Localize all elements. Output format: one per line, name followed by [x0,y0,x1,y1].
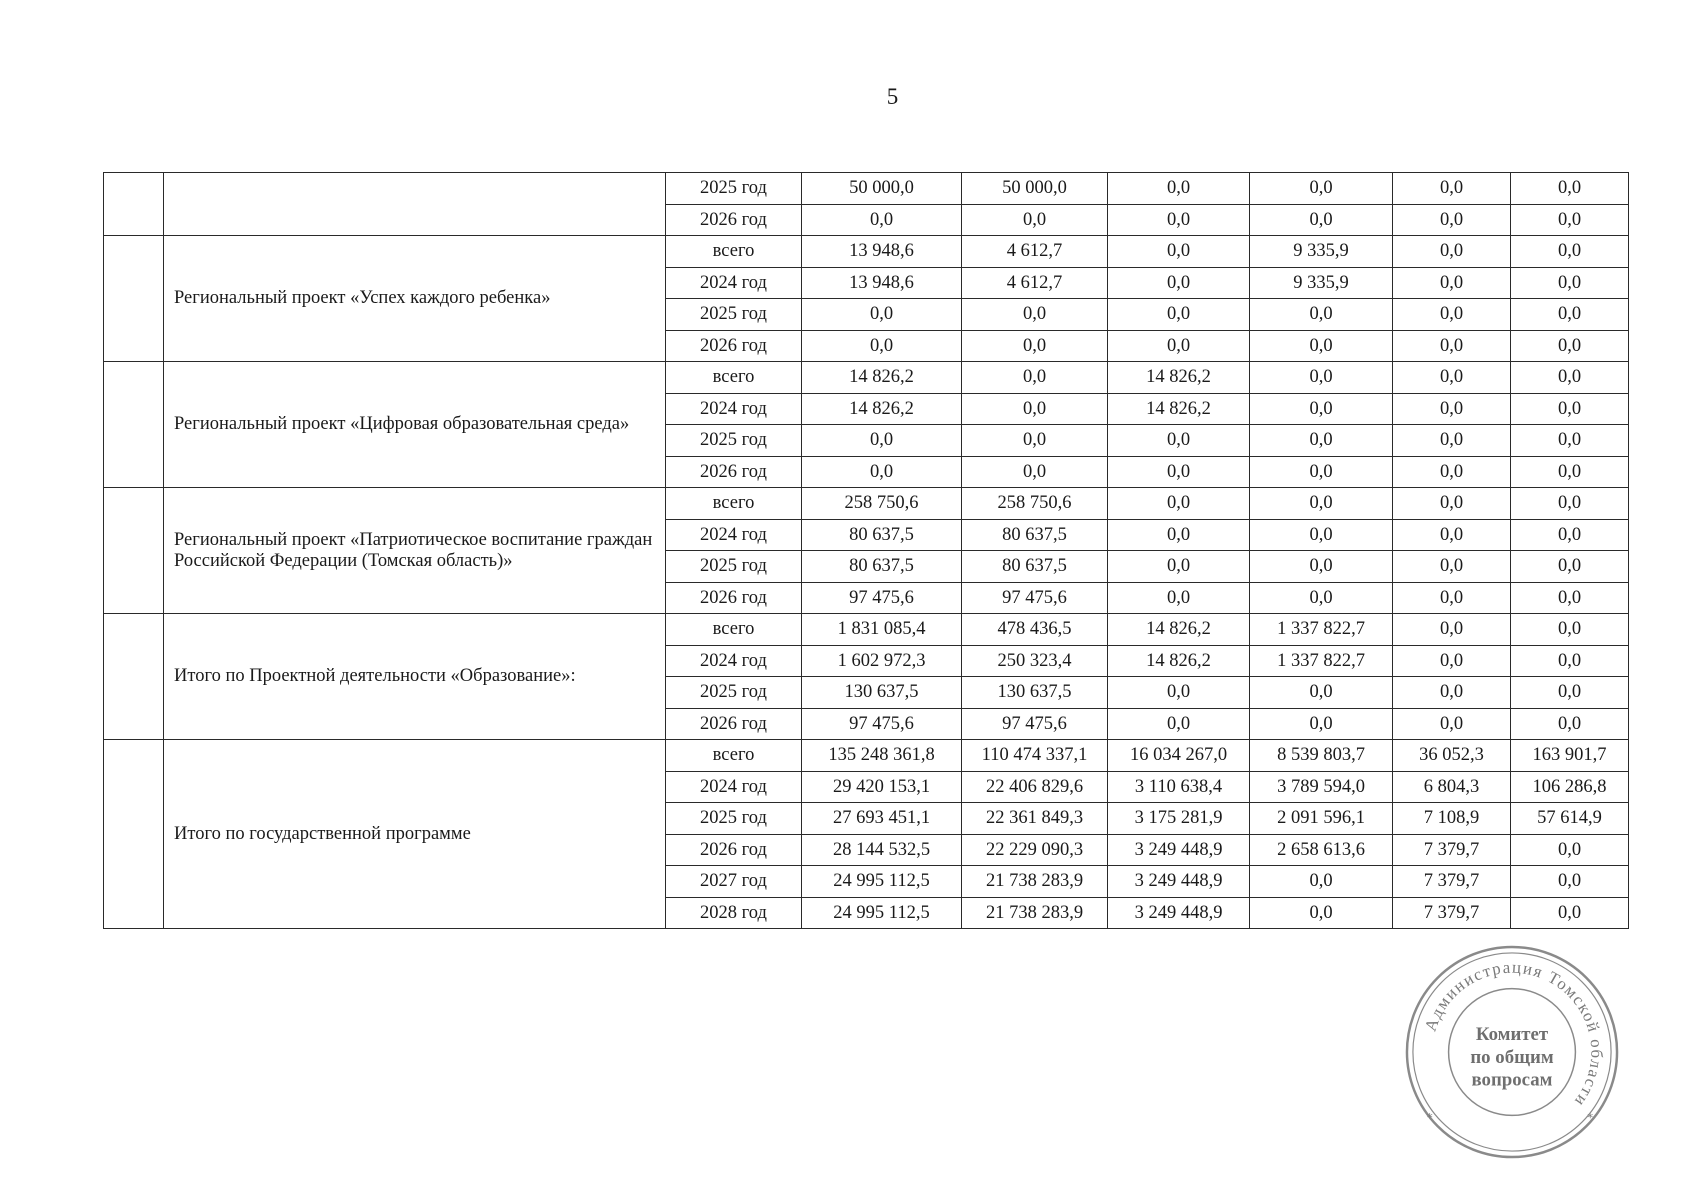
value-cell: 0,0 [1393,645,1511,677]
value-cell: 0,0 [1511,456,1629,488]
value-cell: 0,0 [1511,488,1629,520]
value-cell: 14 826,2 [802,362,962,394]
period-cell: 2024 год [666,393,802,425]
value-cell: 50 000,0 [962,173,1108,205]
value-cell: 3 789 594,0 [1250,771,1393,803]
row-number-cell [104,362,164,488]
value-cell: 0,0 [1250,582,1393,614]
value-cell: 3 249 448,9 [1108,834,1250,866]
value-cell: 16 034 267,0 [1108,740,1250,772]
value-cell: 24 995 112,5 [802,897,962,929]
value-cell: 130 637,5 [802,677,962,709]
period-cell: всего [666,740,802,772]
table-row [104,236,1629,268]
period-cell: 2026 год [666,330,802,362]
value-cell: 13 948,6 [802,236,962,268]
value-cell: 0,0 [1393,582,1511,614]
page-number: 5 [886,84,899,109]
value-cell: 0,0 [962,204,1108,236]
value-cell: 0,0 [1393,362,1511,394]
value-cell: 0,0 [1393,456,1511,488]
value-cell: 0,0 [1393,173,1511,205]
value-cell: 2 091 596,1 [1250,803,1393,835]
row-number-cell [104,236,164,362]
value-cell: 0,0 [962,330,1108,362]
value-cell: 0,0 [1393,425,1511,457]
value-cell: 0,0 [1511,267,1629,299]
period-cell: 2025 год [666,299,802,331]
program-name-cell: Итого по Проектной деятельности «Образование»: [164,614,666,740]
table-row [104,362,1629,394]
value-cell: 7 379,7 [1393,866,1511,898]
value-cell: 8 539 803,7 [1250,740,1393,772]
value-cell: 0,0 [1250,299,1393,331]
value-cell: 3 249 448,9 [1108,897,1250,929]
value-cell: 0,0 [1108,551,1250,583]
svg-text:*: * [1587,1110,1594,1125]
value-cell: 0,0 [1250,456,1393,488]
value-cell: 0,0 [802,425,962,457]
value-cell: 0,0 [1511,204,1629,236]
row-number-cell [104,614,164,740]
value-cell: 0,0 [1250,897,1393,929]
value-cell: 0,0 [1393,236,1511,268]
svg-text:*: * [1426,1110,1433,1125]
value-cell: 28 144 532,5 [802,834,962,866]
value-cell: 0,0 [1393,299,1511,331]
value-cell: 0,0 [1250,677,1393,709]
value-cell: 0,0 [1511,425,1629,457]
value-cell: 1 602 972,3 [802,645,962,677]
value-cell: 1 337 822,7 [1250,645,1393,677]
value-cell: 0,0 [1511,362,1629,394]
value-cell: 478 436,5 [962,614,1108,646]
value-cell: 80 637,5 [962,519,1108,551]
value-cell: 0,0 [1250,330,1393,362]
value-cell: 258 750,6 [962,488,1108,520]
program-name-cell: Региональный проект «Цифровая образовательная среда» [164,362,666,488]
value-cell: 0,0 [1393,267,1511,299]
seal-line-2: по общим [1470,1046,1554,1068]
value-cell: 97 475,6 [962,582,1108,614]
program-name-cell: Региональный проект «Успех каждого ребенка» [164,236,666,362]
value-cell: 14 826,2 [1108,362,1250,394]
value-cell: 0,0 [1108,204,1250,236]
value-cell: 80 637,5 [802,519,962,551]
value-cell: 57 614,9 [1511,803,1629,835]
period-cell: всего [666,488,802,520]
value-cell: 0,0 [1250,519,1393,551]
value-cell: 0,0 [1393,488,1511,520]
value-cell: 22 406 829,6 [962,771,1108,803]
value-cell: 3 249 448,9 [1108,866,1250,898]
value-cell: 0,0 [1108,582,1250,614]
value-cell: 97 475,6 [802,582,962,614]
value-cell: 1 831 085,4 [802,614,962,646]
value-cell: 36 052,3 [1393,740,1511,772]
value-cell: 0,0 [962,456,1108,488]
period-cell: 2024 год [666,771,802,803]
value-cell: 106 286,8 [1511,771,1629,803]
value-cell: 0,0 [1250,173,1393,205]
value-cell: 0,0 [802,299,962,331]
value-cell: 0,0 [1108,173,1250,205]
value-cell: 0,0 [1108,519,1250,551]
value-cell: 0,0 [1250,393,1393,425]
value-cell: 0,0 [1250,866,1393,898]
value-cell: 135 248 361,8 [802,740,962,772]
value-cell: 14 826,2 [802,393,962,425]
period-cell: 2026 год [666,834,802,866]
value-cell: 0,0 [1511,173,1629,205]
value-cell: 0,0 [962,393,1108,425]
value-cell: 29 420 153,1 [802,771,962,803]
row-number-cell [104,488,164,614]
value-cell: 0,0 [1511,393,1629,425]
value-cell: 110 474 337,1 [962,740,1108,772]
period-cell: 2024 год [666,267,802,299]
period-cell: 2027 год [666,866,802,898]
period-cell: 2026 год [666,708,802,740]
value-cell: 0,0 [1250,488,1393,520]
value-cell: 3 110 638,4 [1108,771,1250,803]
value-cell: 0,0 [1108,236,1250,268]
value-cell: 0,0 [1511,551,1629,583]
value-cell: 80 637,5 [962,551,1108,583]
value-cell: 0,0 [1511,708,1629,740]
value-cell: 163 901,7 [1511,740,1629,772]
seal-line-1: Комитет [1475,1024,1549,1046]
value-cell: 0,0 [1393,708,1511,740]
table-row [104,173,1629,205]
value-cell: 0,0 [1108,488,1250,520]
value-cell: 4 612,7 [962,236,1108,268]
value-cell: 0,0 [1393,204,1511,236]
value-cell: 0,0 [1108,267,1250,299]
value-cell: 0,0 [1250,204,1393,236]
value-cell: 0,0 [1393,614,1511,646]
row-number-cell [104,173,164,236]
value-cell: 250 323,4 [962,645,1108,677]
value-cell: 14 826,2 [1108,645,1250,677]
value-cell: 1 337 822,7 [1250,614,1393,646]
value-cell: 0,0 [1108,330,1250,362]
period-cell: 2025 год [666,425,802,457]
value-cell: 9 335,9 [1250,267,1393,299]
value-cell: 6 804,3 [1393,771,1511,803]
value-cell: 97 475,6 [962,708,1108,740]
value-cell: 27 693 451,1 [802,803,962,835]
program-name-cell: Итого по государственной программе [164,740,666,929]
value-cell: 0,0 [1511,834,1629,866]
period-cell: всего [666,236,802,268]
period-cell: всего [666,362,802,394]
value-cell: 0,0 [1511,677,1629,709]
table-row [104,614,1629,646]
value-cell: 7 379,7 [1393,834,1511,866]
value-cell: 22 229 090,3 [962,834,1108,866]
value-cell: 0,0 [1511,866,1629,898]
value-cell: 0,0 [802,330,962,362]
value-cell: 24 995 112,5 [802,866,962,898]
value-cell: 0,0 [1393,393,1511,425]
period-cell: всего [666,614,802,646]
value-cell: 0,0 [1250,425,1393,457]
value-cell: 4 612,7 [962,267,1108,299]
value-cell: 0,0 [962,299,1108,331]
value-cell: 7 379,7 [1393,897,1511,929]
official-seal [1403,943,1621,1161]
value-cell: 0,0 [1108,677,1250,709]
value-cell: 0,0 [1108,425,1250,457]
period-cell: 2025 год [666,677,802,709]
value-cell: 2 658 613,6 [1250,834,1393,866]
value-cell: 0,0 [1393,551,1511,583]
period-cell: 2025 год [666,551,802,583]
value-cell: 22 361 849,3 [962,803,1108,835]
value-cell: 14 826,2 [1108,614,1250,646]
table-row [104,488,1629,520]
value-cell: 0,0 [1108,299,1250,331]
value-cell: 0,0 [802,456,962,488]
period-cell: 2024 год [666,645,802,677]
value-cell: 9 335,9 [1250,236,1393,268]
value-cell: 21 738 283,9 [962,897,1108,929]
value-cell: 0,0 [1250,708,1393,740]
value-cell: 0,0 [1511,614,1629,646]
value-cell: 14 826,2 [1108,393,1250,425]
value-cell: 80 637,5 [802,551,962,583]
value-cell: 0,0 [1511,897,1629,929]
period-cell: 2026 год [666,582,802,614]
value-cell: 7 108,9 [1393,803,1511,835]
period-cell: 2025 год [666,173,802,205]
value-cell: 13 948,6 [802,267,962,299]
value-cell: 258 750,6 [802,488,962,520]
value-cell: 50 000,0 [802,173,962,205]
period-cell: 2028 год [666,897,802,929]
value-cell: 0,0 [1393,330,1511,362]
row-number-cell [104,740,164,929]
value-cell: 0,0 [1393,677,1511,709]
value-cell: 0,0 [1250,362,1393,394]
value-cell: 0,0 [1393,519,1511,551]
value-cell: 0,0 [1108,708,1250,740]
financing-table [103,172,1629,929]
value-cell: 0,0 [1511,645,1629,677]
value-cell: 3 175 281,9 [1108,803,1250,835]
value-cell: 130 637,5 [962,677,1108,709]
period-cell: 2025 год [666,803,802,835]
seal-outer-text: Администрация Томской области [1420,957,1607,1111]
value-cell: 0,0 [962,425,1108,457]
seal-line-3: вопросам [1471,1069,1553,1091]
program-name-cell [164,173,666,236]
period-cell: 2024 год [666,519,802,551]
value-cell: 0,0 [1511,582,1629,614]
value-cell: 21 738 283,9 [962,866,1108,898]
value-cell: 0,0 [1511,236,1629,268]
table-row [104,740,1629,772]
value-cell: 0,0 [962,362,1108,394]
period-cell: 2026 год [666,204,802,236]
period-cell: 2026 год [666,456,802,488]
value-cell: 0,0 [1250,551,1393,583]
value-cell: 97 475,6 [802,708,962,740]
program-name-cell: Региональный проект «Патриотическое воспитание граждан Российской Федерации (Томская область)» [164,488,666,614]
value-cell: 0,0 [1511,519,1629,551]
value-cell: 0,0 [1511,299,1629,331]
value-cell: 0,0 [1511,330,1629,362]
value-cell: 0,0 [1108,456,1250,488]
value-cell: 0,0 [802,204,962,236]
